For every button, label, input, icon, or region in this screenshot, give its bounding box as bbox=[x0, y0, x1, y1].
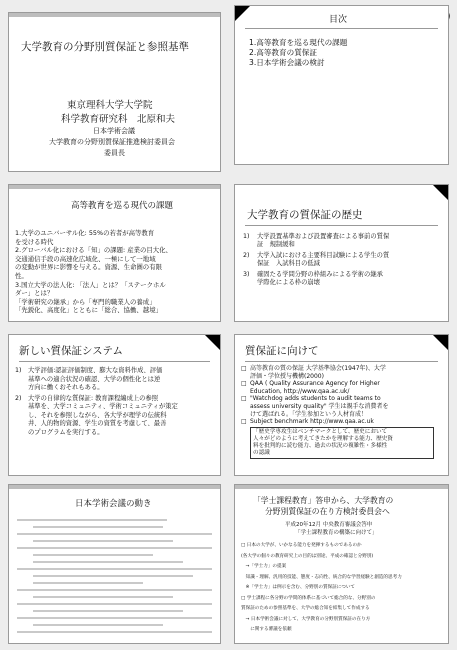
body-line: 3.国立大学の法人化: 「法人」とは？「ステークホル bbox=[15, 280, 166, 289]
item-line: 高等教育の質の保証 大学基準協会(1947年)、大学 bbox=[250, 365, 386, 372]
body-line: → 日本学術会議に対して、大学教育の分野別質保証の在り方 bbox=[241, 616, 371, 622]
item-marker: □ bbox=[241, 365, 247, 372]
item-marker: 1) bbox=[243, 233, 250, 240]
body-line: 1.大学のユニバーサル化: 55%の若者が高等教育 bbox=[15, 229, 155, 237]
box-line: 料を批判的に読む能力、過去の状況の複雑性・多様性 bbox=[253, 442, 388, 449]
item-line: 基準を、大学コミュニティ、学術コミュニティが策定 bbox=[28, 403, 178, 410]
text-line bbox=[33, 575, 193, 577]
body-line: 交通通信手段の高速化広域化、一極にして一地域 bbox=[15, 254, 156, 263]
item-line: 証 規制緩和 bbox=[257, 241, 295, 249]
slide-history bbox=[234, 184, 449, 322]
list-item bbox=[243, 233, 389, 250]
body-line: (各大学の個々の教育研究上の目的は別途、平成の確認と分野別) bbox=[241, 553, 374, 559]
text-line bbox=[17, 589, 212, 591]
list-item bbox=[243, 252, 389, 269]
item-line: 学際化による枠の崩壊 bbox=[257, 279, 320, 287]
contents-item: 3.日本学術会議の検討 bbox=[249, 58, 325, 67]
text-line bbox=[17, 631, 212, 633]
item-line: 大学の自律的な質保証: 教育課程編成上の参照 bbox=[28, 394, 159, 402]
divider bbox=[245, 28, 438, 29]
slide-header-bar bbox=[235, 485, 448, 489]
list-item bbox=[243, 271, 389, 288]
divider bbox=[245, 225, 438, 226]
text-line bbox=[33, 596, 173, 598]
body-line: 性。 bbox=[15, 271, 28, 280]
divider bbox=[19, 361, 210, 362]
item-line: 井、人的物的資源、学生の資質を考慮して、最善 bbox=[28, 420, 167, 427]
item-line: し、それを参照しながら、各大学が理学の伝統科 bbox=[28, 411, 167, 419]
item-line: "Watchdog adds students to audit teams to bbox=[250, 395, 381, 403]
text-line bbox=[33, 526, 163, 528]
slide4-body bbox=[243, 233, 389, 287]
slide8-title-line1: 「学士課程教育」答申から、大学教育の bbox=[253, 496, 394, 505]
slide8-body bbox=[241, 541, 402, 636]
corner-mark bbox=[433, 335, 448, 350]
slide-header-bar bbox=[9, 185, 220, 189]
item-line: 確固たる学問分野の枠組みによる学術の継承 bbox=[257, 270, 383, 278]
body-line: □ 学士課程に各分野の学問的体系に基づいて総合的な、分野別の bbox=[241, 595, 376, 601]
item-line: 大学入試における主要科目試験による学生の質 bbox=[257, 251, 390, 259]
list-item bbox=[15, 395, 178, 438]
slide-modern-issues bbox=[8, 184, 221, 322]
text-line bbox=[33, 554, 153, 556]
body-line: ダー」とは？ bbox=[15, 289, 54, 298]
slide8-title-line2: 分野別質保証の在り方検討委員会へ bbox=[265, 507, 390, 516]
slide-title bbox=[8, 12, 221, 172]
divider bbox=[245, 361, 438, 362]
item-line: Education, http://www.qaa.ac.uk/ bbox=[250, 387, 350, 395]
slide2-list bbox=[249, 38, 347, 68]
slide3-title: 高等教育を巡る現代の課題 bbox=[71, 201, 174, 211]
slide1-affil1: 日本学術会議 bbox=[93, 127, 135, 135]
text-line bbox=[33, 582, 143, 584]
slide6-title: 質保証に向けて bbox=[245, 345, 319, 357]
slide5-title: 新しい質保証システム bbox=[19, 345, 123, 357]
slide3-body bbox=[15, 229, 172, 315]
item-line: assess university quality" 学生は親手な消費者を bbox=[250, 402, 389, 410]
text-line bbox=[33, 540, 173, 542]
body-line: ※「学士力」は例示を含む、分野別の質保証について bbox=[241, 585, 356, 590]
item-marker: 1) bbox=[15, 367, 22, 374]
slide-scj-movements bbox=[8, 484, 221, 644]
list-item bbox=[15, 367, 178, 393]
item-marker: □ bbox=[241, 380, 247, 388]
slide7-title: 日本学術会議の動き bbox=[75, 499, 152, 509]
slide1-affil3: 委員長 bbox=[104, 149, 125, 157]
body-line: の変動が世界に影響を与える。資源、生命圏の有限 bbox=[15, 263, 162, 272]
text-line bbox=[17, 519, 167, 521]
item-line: 評価・学位授与機構(2000) bbox=[250, 372, 324, 380]
text-line bbox=[17, 547, 212, 549]
item-line: 基準への適合状況の確認、大学の個性化とは逆 bbox=[28, 375, 161, 383]
corner-mark bbox=[433, 185, 448, 200]
body-line: □ 日本の大学が、いかなる能力を発揮するものであるのか bbox=[241, 543, 362, 548]
slide1-author: 科学教育研究科 北原和夫 bbox=[61, 114, 176, 125]
item-marker: 2) bbox=[243, 251, 250, 259]
body-line: 「先鋭化、高度化」とともに「総合、協働、越境」 bbox=[15, 306, 162, 315]
slide5-body bbox=[15, 367, 178, 437]
slide8-subtitle-line2: 「学士課程教育の構築に向けて」 bbox=[295, 530, 378, 536]
text-line bbox=[33, 561, 183, 563]
slide-bachelor-education bbox=[234, 484, 449, 644]
corner-mark bbox=[205, 335, 220, 350]
slide-header-bar bbox=[9, 13, 220, 17]
item-line: 保証 入試科目の低減 bbox=[257, 260, 320, 268]
list-item bbox=[241, 395, 434, 418]
slide-contents bbox=[234, 5, 449, 165]
contents-item: 2.高等教育の質保証 bbox=[249, 48, 317, 57]
body-line: を受ける時代 bbox=[15, 237, 54, 246]
item-line: けて選ばれる。「学生参加という人材育成！ bbox=[250, 410, 368, 418]
text-line bbox=[17, 603, 212, 605]
slide-header-bar bbox=[9, 485, 220, 489]
item-marker: 3) bbox=[243, 270, 250, 278]
slide8-subtitle-line1: 平成20年12月 中央教育審議会答申 bbox=[285, 522, 373, 528]
slide-towards-qa bbox=[234, 334, 449, 476]
body-line: 「学術研究の継承」から「専門的職業人の養成」 bbox=[15, 297, 156, 306]
list-item bbox=[241, 380, 434, 395]
text-line bbox=[33, 624, 163, 626]
text-line bbox=[17, 568, 212, 570]
item-line: のプログラムを実行する。 bbox=[28, 428, 104, 436]
item-marker: □ bbox=[241, 418, 247, 426]
body-line: →「学士力」の提案 bbox=[241, 564, 287, 569]
item-line: 大学設置基準および設置審査による事前の質保 bbox=[257, 233, 390, 240]
slide1-title: 大学教育の分野別質保証と参照基準 bbox=[21, 41, 189, 53]
text-line bbox=[17, 617, 212, 619]
slide1-affil2: 大学教育の分野別質保証推進検討委員会 bbox=[49, 138, 175, 146]
box-line: 人々がどのように考えてきたかを理解する能力、歴史資 bbox=[253, 435, 393, 442]
box-line: 「歴史学専攻生はベンチマークとして、歴史において bbox=[253, 428, 388, 435]
item-line: 方向に働くおそれもある。 bbox=[28, 384, 104, 391]
body-line: に関する審議を依頼 bbox=[241, 627, 292, 632]
slide6-body bbox=[241, 365, 434, 459]
box-line: の認識 bbox=[253, 449, 270, 456]
item-marker: □ bbox=[241, 395, 247, 403]
slide2-title: 目次 bbox=[329, 15, 348, 25]
item-line: Subject benchmark http://www.qaa.ac.uk bbox=[250, 418, 374, 426]
contents-item: 1.高等教育を巡る現代の課題 bbox=[249, 38, 348, 47]
item-line: QAA ( Quality Assurance Agency for Higher bbox=[250, 380, 380, 388]
text-line bbox=[17, 533, 212, 535]
list-item bbox=[241, 365, 434, 380]
corner-mark bbox=[235, 6, 250, 21]
slide-new-system bbox=[8, 334, 221, 476]
slide4-title: 大学教育の質保証の歴史 bbox=[247, 209, 363, 221]
body-line: 2.グローバル化における「知」の課題: 産業の目大化、 bbox=[15, 246, 172, 255]
text-line bbox=[33, 610, 183, 612]
item-line: 大学評価:認証評価制度、膨大な資料作成、評価 bbox=[28, 367, 163, 374]
item-marker: 2) bbox=[15, 394, 22, 402]
body-line: 知識・理解、汎用的技能、態度・志向性、統合的な学習経験と創造的思考力 bbox=[241, 574, 402, 580]
quote-box bbox=[250, 427, 434, 459]
body-line: 質保証のための参照基準を、大学の総合知を結集して作成する bbox=[241, 606, 370, 611]
slide1-org: 東京理科大学大学院 bbox=[67, 100, 153, 111]
list-item bbox=[241, 418, 434, 426]
